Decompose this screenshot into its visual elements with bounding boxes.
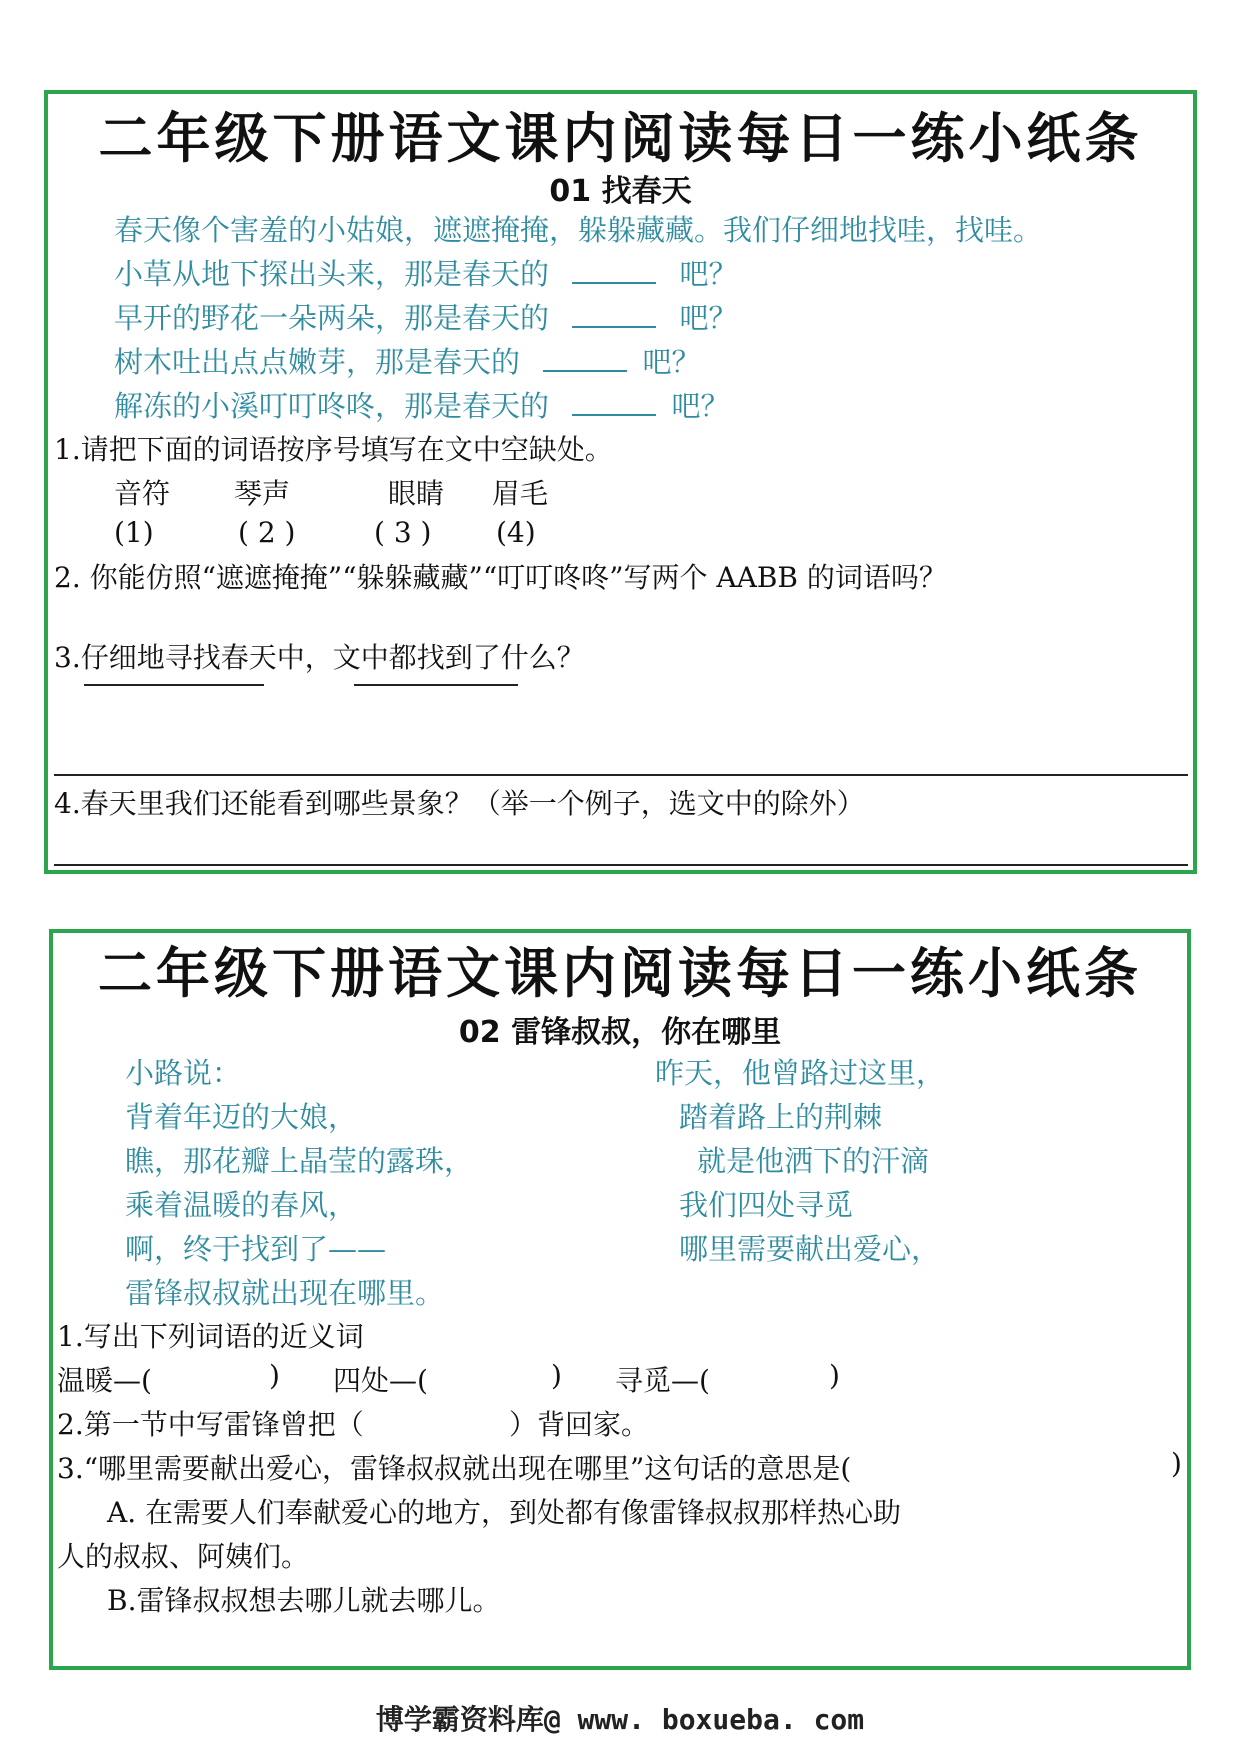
- worksheet-card-1: [44, 90, 1197, 874]
- word-2: 琴声: [234, 477, 291, 510]
- question-1: 1.请把下面的词语按序号填写在文中空缺处。: [54, 433, 613, 466]
- answer-line-3[interactable]: [54, 774, 1188, 776]
- right-poem-line-4: 我们四处寻觅: [679, 1188, 854, 1222]
- number-2: ( 2 ): [238, 516, 296, 549]
- question-2: 2. 你能仿照“遮遮掩掩”“躲躲藏藏”“叮叮咚咚”写两个 AABB 的词语吗？: [54, 561, 947, 594]
- answer-line-2a[interactable]: [84, 684, 264, 686]
- right-poem-line-5: 哪里需要献出爱心，: [679, 1232, 941, 1266]
- synonym-3-close: ): [829, 1359, 840, 1392]
- passage-line-5-text: 解冻的小溪叮叮咚咚，那是春天的: [114, 389, 550, 423]
- c2-question-3: 3.“哪里需要献出爱心，雷锋叔叔就出现在哪里”这句话的意思是(: [57, 1452, 852, 1485]
- answer-line-4[interactable]: [54, 864, 1188, 866]
- left-poem-line-5: 啊，终于找到了——: [125, 1232, 387, 1266]
- left-poem-line-3: 瞧，那花瓣上晶莹的露珠，: [125, 1144, 474, 1178]
- passage-line-2-end: 吧？: [679, 257, 738, 291]
- word-1: 音符: [114, 477, 171, 510]
- right-poem-line-1: 昨天，他曾路过这里，: [655, 1056, 946, 1090]
- option-a-line-1: A. 在需要人们奉献爱心的地方，到处都有像雷锋叔叔那样热心助: [107, 1496, 902, 1529]
- right-poem-line-2: 踏着路上的荆棘: [679, 1100, 883, 1134]
- synonym-2-close: ): [551, 1359, 562, 1392]
- number-4: (4): [496, 516, 536, 549]
- word-3: 眼睛: [388, 477, 445, 510]
- synonym-2-label: 四处—(: [333, 1364, 428, 1397]
- card1-title: 二年级下册语文课内阅读每日一练小纸条: [98, 107, 1143, 170]
- right-poem-line-3: 就是他洒下的汗滴: [697, 1144, 930, 1178]
- passage-line-3-end: 吧？: [679, 301, 738, 335]
- synonym-3-label: 寻觅—(: [615, 1364, 710, 1397]
- card2-subtitle: 02 雷锋叔叔，你在哪里: [458, 1015, 782, 1050]
- c2-question-2b: ）背回家。: [509, 1408, 650, 1441]
- card2-title: 二年级下册语文课内阅读每日一练小纸条: [98, 942, 1142, 1005]
- passage-line-2-text: 小草从地下探出头来，那是春天的: [114, 257, 550, 291]
- number-1: (1): [114, 516, 154, 549]
- passage-line-3-text: 早开的野花一朵两朵，那是春天的: [114, 301, 550, 335]
- c2-question-2a: 2.第一节中写雷锋曾把（: [57, 1408, 364, 1441]
- passage-line-2: [114, 252, 737, 293]
- answer-line-2b[interactable]: [354, 684, 518, 686]
- number-3: ( 3 ): [374, 516, 432, 549]
- left-poem-line-1: 小路说：: [125, 1056, 242, 1090]
- card1-subtitle: 01 找春天: [549, 174, 692, 209]
- fill-blank-4[interactable]: [572, 385, 656, 416]
- fill-blank-2[interactable]: [572, 297, 656, 328]
- passage-line-5-end: 吧？: [671, 389, 730, 423]
- fill-blank-1[interactable]: [572, 253, 656, 284]
- question-4: 4.春天里我们还能看到哪些景象？（举一个例子，选文中的除外）: [54, 787, 865, 820]
- c2-question-1: 1.写出下列词语的近义词: [57, 1320, 364, 1353]
- c2-question-3-end: ): [1171, 1447, 1182, 1480]
- footer-watermark: 博学霸资料库@ www. boxueba. com: [375, 1703, 865, 1736]
- passage-line-5: [114, 384, 729, 425]
- synonym-1-close: ): [269, 1359, 280, 1392]
- option-b: B.雷锋叔叔想去哪儿就去哪儿。: [107, 1584, 501, 1617]
- passage-line-1: 春天像个害羞的小姑娘，遮遮掩掩，躲躲藏藏。我们仔细地找哇，找哇。: [114, 213, 1043, 247]
- worksheet-card-2: [49, 929, 1191, 1670]
- left-poem-line-4: 乘着温暖的春风，: [125, 1188, 358, 1222]
- fill-blank-3[interactable]: [543, 341, 627, 372]
- passage-line-3: [114, 296, 737, 337]
- question-3: 3.仔细地寻找春天中，文中都找到了什么？: [54, 641, 585, 674]
- passage-line-4-text: 树木吐出点点嫩芽，那是春天的: [114, 345, 521, 379]
- left-poem-line-6: 雷锋叔叔就出现在哪里。: [125, 1276, 445, 1310]
- left-poem-line-2: 背着年迈的大娘，: [125, 1100, 358, 1134]
- word-4: 眉毛: [492, 477, 549, 510]
- option-a-line-2: 人的叔叔、阿姨们。: [57, 1540, 310, 1573]
- passage-line-4: [114, 340, 700, 381]
- synonym-1-label: 温暖—(: [57, 1364, 152, 1397]
- passage-line-4-end: 吧？: [642, 345, 701, 379]
